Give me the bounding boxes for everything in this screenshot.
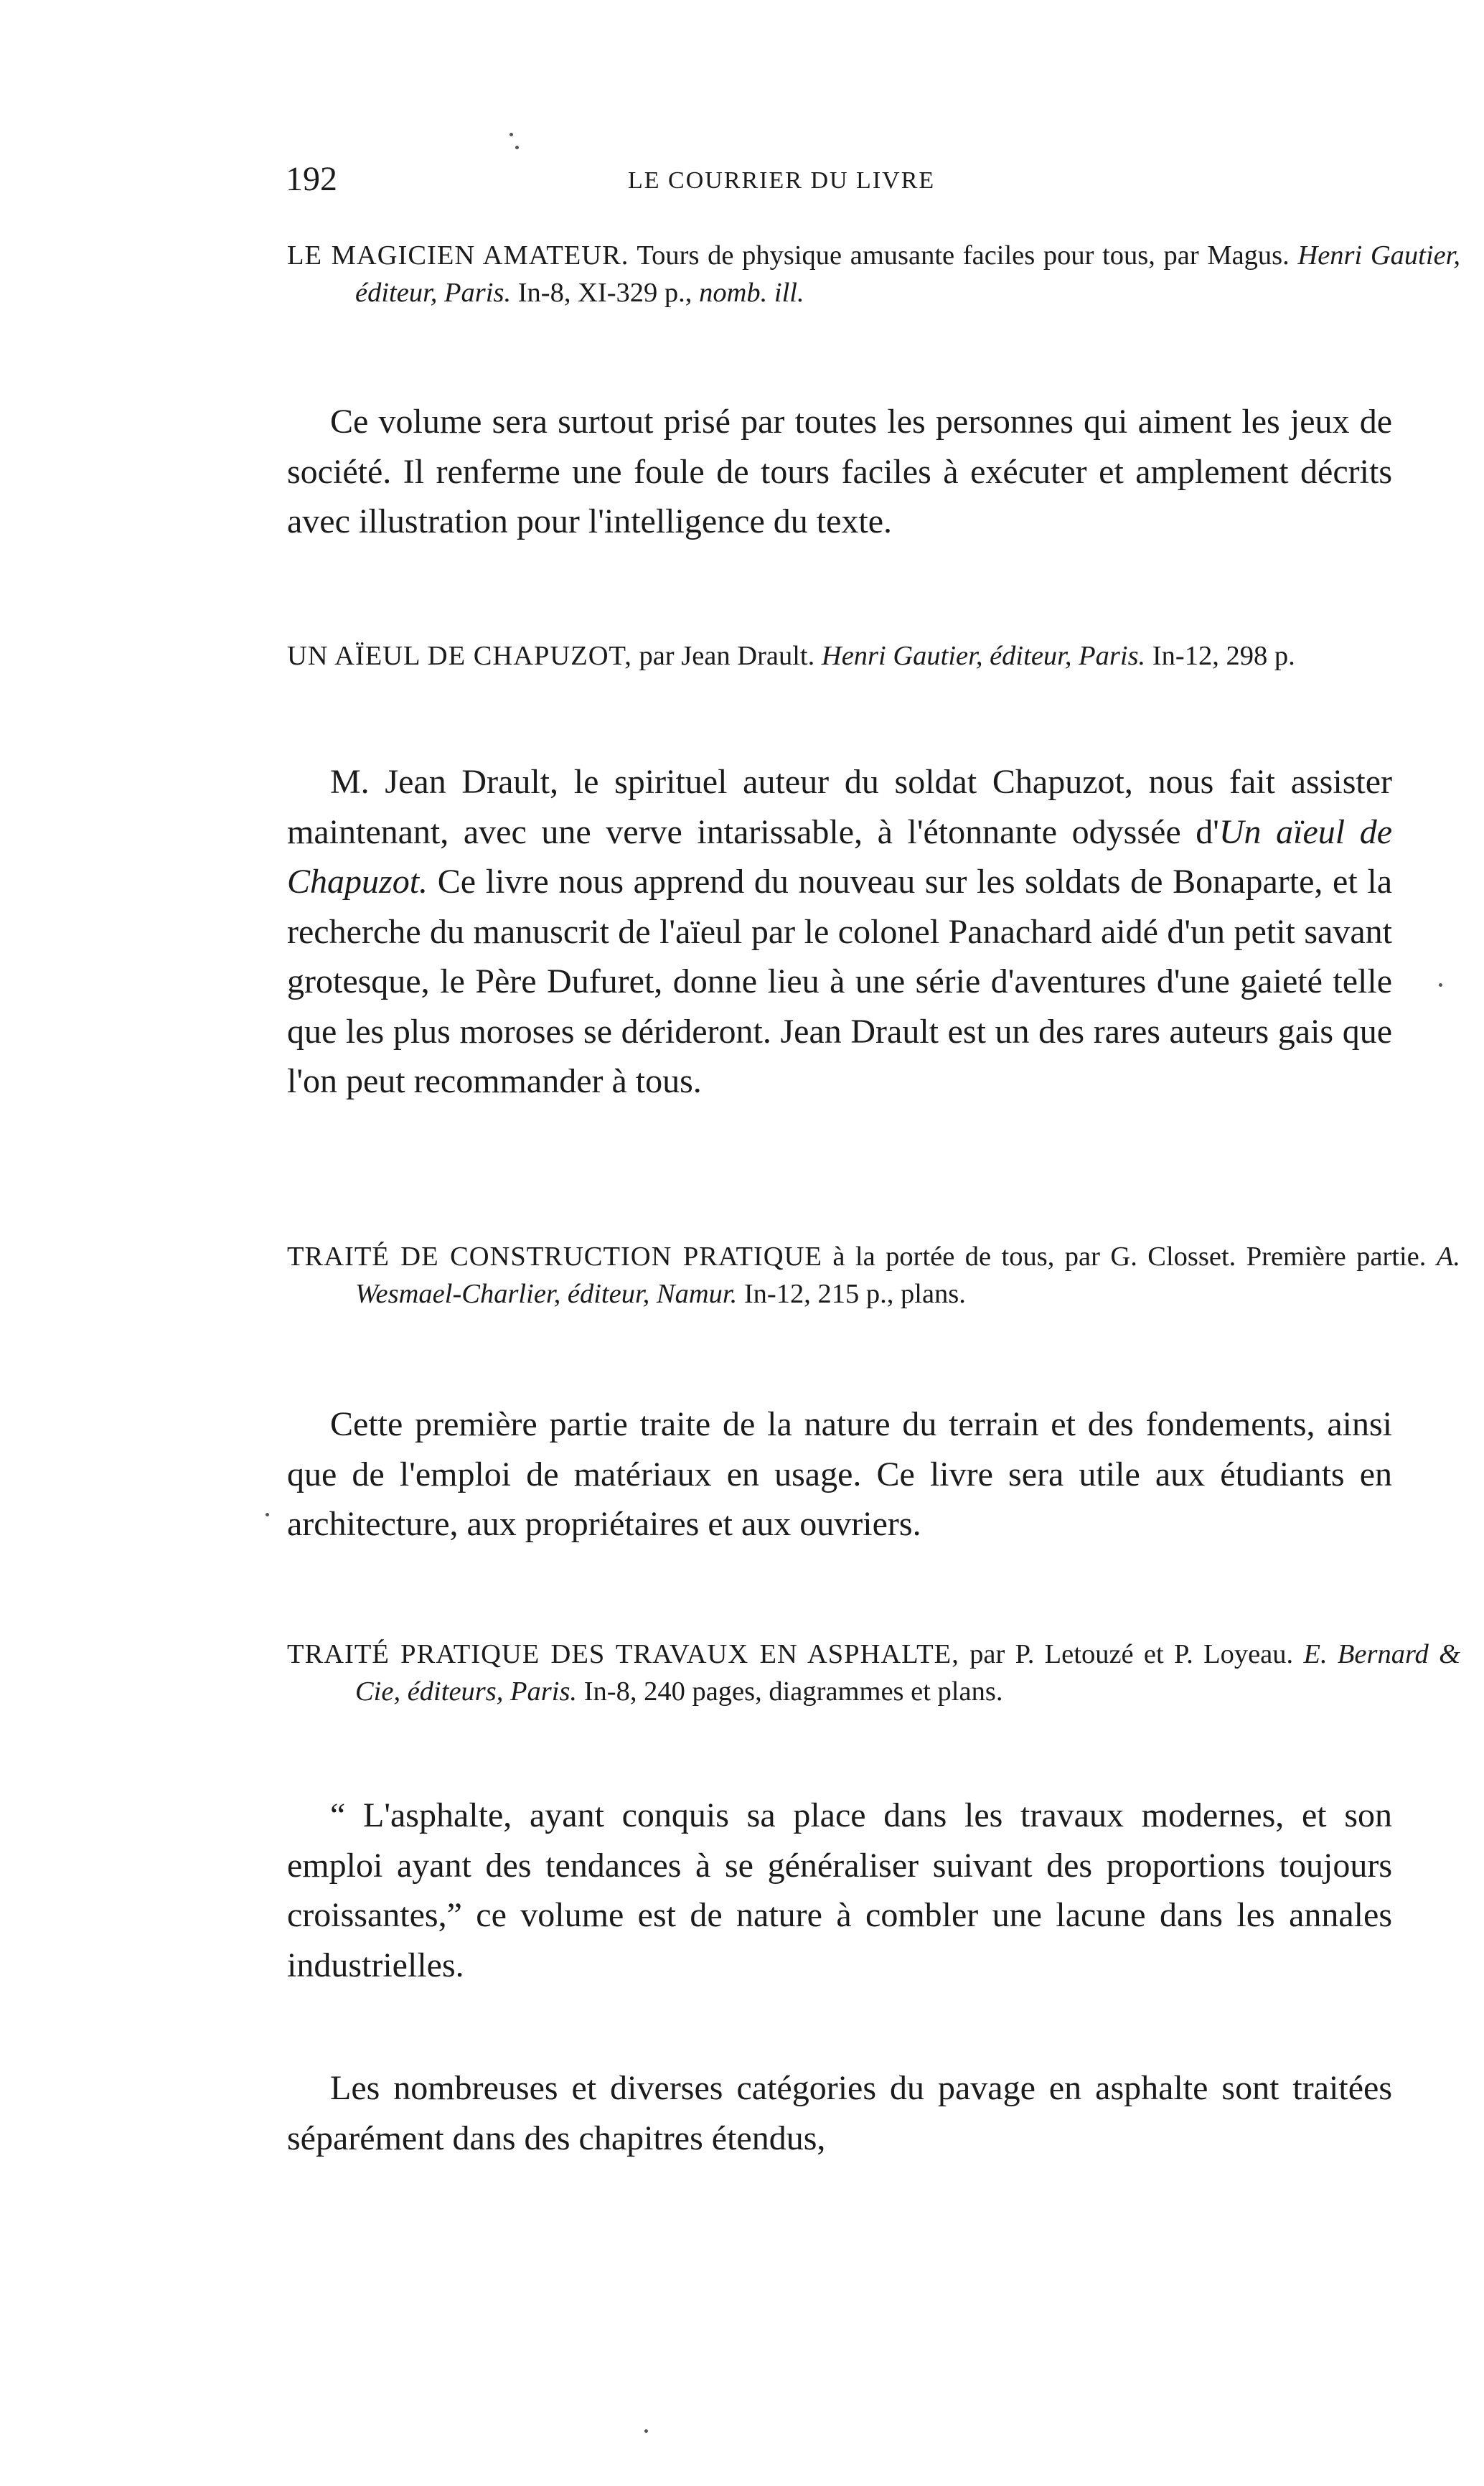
running-title: LE COURRIER DU LIVRE xyxy=(628,167,936,194)
print-speck xyxy=(266,1513,269,1516)
book-details: In-12, 298 p. xyxy=(1152,641,1295,671)
book-entry xyxy=(287,1636,1460,1710)
print-speck xyxy=(509,133,513,136)
book-publisher: A. Wesmael-Charlier, éditeur, Namur. xyxy=(355,1242,1461,1309)
book-entry xyxy=(287,237,1460,311)
book-title: TRAITÉ PRATIQUE DES TRAVAUX EN ASPHALTE, xyxy=(287,1639,959,1669)
book-description: par P. Letouzé et P. Loyeau. xyxy=(969,1639,1294,1669)
print-speck xyxy=(515,146,519,149)
review-paragraph xyxy=(287,757,1392,1107)
book-publisher: E. Bernard & Cie, éditeurs, Paris. xyxy=(355,1639,1461,1707)
print-speck xyxy=(644,2429,648,2433)
book-details: In-8, 240 pages, diagrammes et plans. xyxy=(583,1676,1003,1707)
review-paragraph: Les nombreuses et diverses catégories du pavage en asphalte sont traitées séparément dans des chapitres étendus, xyxy=(287,2069,1392,2157)
book-entry xyxy=(287,637,1460,675)
book-title: LE MAGICIEN AMATEUR. xyxy=(287,240,629,271)
book-details-note: nomb. ill. xyxy=(699,278,804,308)
book-publisher: Henri Gautier, éditeur, Paris. xyxy=(355,240,1460,308)
review-book-title: Un aïeul de Chapuzot. xyxy=(287,812,1392,901)
print-speck xyxy=(1439,983,1442,987)
review-text: Ce livre nous apprend du nouveau sur les soldats de Bonaparte, et la recherche du manuscrit de l'aïeul par le colonel Panachard aidé d'un petit savant grotesque, le Père Dufuret, donne lieu à une série d'aventures d'une gaieté telle que les plus moroses se dérideront. Jean Drault est un des rares auteurs gais que l'on peut recommander à tous. xyxy=(287,863,1392,1100)
book-details: In-12, 215 p., plans. xyxy=(743,1279,966,1309)
book-description: par Jean Drault. xyxy=(639,641,815,671)
review-paragraph: “ L'asphalte, ayant conquis sa place dans les travaux modernes, et son emploi ayant des tendances à se généraliser suivant des proportions toujours croissantes,” ce volume est de nature à combler une lacune dans les annales industrielles. xyxy=(287,1796,1392,1984)
book-publisher: Henri Gautier, éditeur, Paris. xyxy=(821,641,1146,671)
book-description: Tours de physique amusante faciles pour tous, par Magus. xyxy=(637,240,1290,271)
page-number: 192 xyxy=(286,160,337,198)
review-text: M. Jean Drault, le spirituel auteur du soldat Chapuzot, nous fait assister maintenant, avec une verve intarissable, à l'étonnante odyssée d' xyxy=(287,763,1392,851)
review-paragraph: Cette première partie traite de la nature du terrain et des fondements, ainsi que de l'emploi de matériaux en usage. Ce livre sera utile aux étudiants en architecture, aux propriétaires et aux ouvriers. xyxy=(287,1405,1392,1543)
book-title: UN AÏEUL DE CHAPUZOT, xyxy=(287,641,632,671)
book-details: In-8, XI-329 p., xyxy=(517,278,692,308)
book-entry xyxy=(287,1238,1460,1313)
review-paragraph: Ce volume sera surtout prisé par toutes les personnes qui aiment les jeux de société. Il renferme une foule de tours faciles à exécuter et amplement décrits avec illustration pour l'intelligence du texte. xyxy=(287,403,1392,540)
book-title: TRAITÉ DE CONSTRUCTION PRATIQUE xyxy=(287,1242,822,1272)
book-description: à la portée de tous, par G. Closset. Première partie. xyxy=(832,1242,1427,1272)
